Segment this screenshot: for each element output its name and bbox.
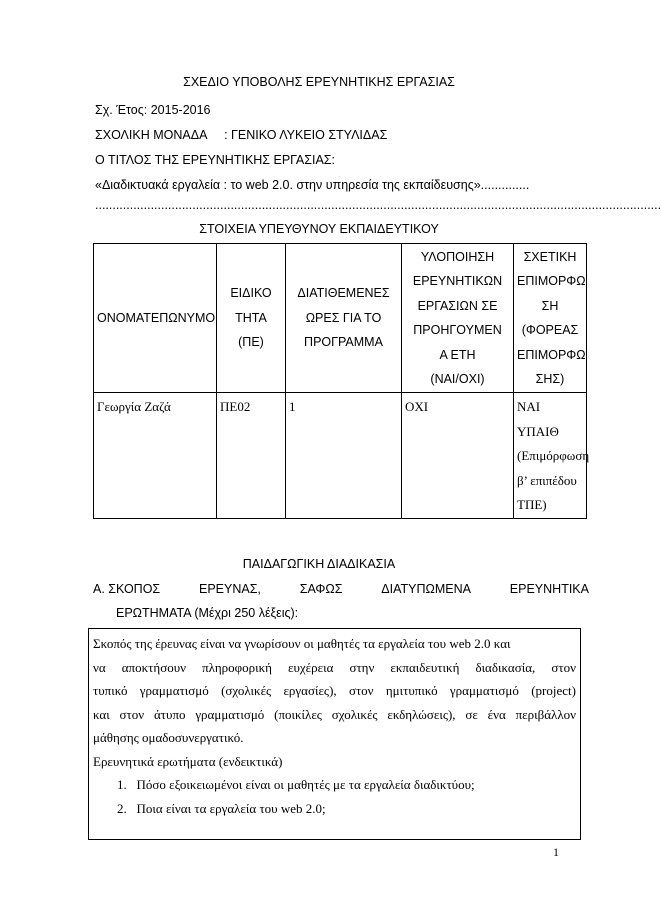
header-cell xyxy=(94,244,217,393)
cell-text: ΠΕ02 xyxy=(220,399,251,414)
teacher-section-title: ΣΤΟΙΧΕΙΑ ΥΠΕΥΘΥΝΟΥ ΕΚΠΑΙΔΕΥΤΙΚΟΥ xyxy=(199,222,439,236)
header-cell xyxy=(286,244,402,393)
word: (project) xyxy=(531,683,576,698)
header-cell xyxy=(514,244,587,393)
word: πληροφορική xyxy=(202,659,272,675)
cell-text: Γεωργία Ζαζά xyxy=(97,399,171,414)
cell-text: ΝΑΙ xyxy=(517,399,541,414)
section-a-heading xyxy=(93,582,589,596)
section-a-word: ΔΙΑΤΥΠΩΜΕΝΑ xyxy=(381,582,471,596)
word: διαδικασία, xyxy=(475,659,536,675)
word: στην xyxy=(349,659,375,675)
school-unit: ΣΧΟΛΙΚΗ ΜΟΝΑΔΑ : ΓΕΝΙΚΟ ΛΥΚΕΙΟ ΣΤΥΛΙΔΑΣ xyxy=(95,128,388,142)
word: στον xyxy=(119,706,145,722)
teacher-info-table xyxy=(93,243,590,519)
word: ένα xyxy=(487,706,506,722)
cell-text: ΤΗΤΑ xyxy=(235,310,267,325)
word: ημιτυπικό xyxy=(385,683,438,698)
cell-text: ΕΙΔΙΚΟ xyxy=(230,286,272,301)
word: άτυπο xyxy=(153,706,186,722)
cell-text: ΥΠΑΙΘ xyxy=(517,423,559,439)
table-row xyxy=(94,393,587,519)
cell-text: β’ επιπέδου xyxy=(517,472,577,488)
cell-text: ΣΧΕΤΙΚΗ xyxy=(523,249,577,264)
cell-text: (ΦΟΡΕΑΣ xyxy=(521,323,579,337)
word: εκπαιδευτική xyxy=(390,659,460,675)
word: σχολικές xyxy=(331,706,378,722)
cell-text: ΕΠΙΜΟΡΦΩ xyxy=(517,347,586,362)
paragraph-line: μάθησης ομαδοσυνεργατικό. xyxy=(93,730,244,745)
cell-text: 1 xyxy=(289,399,296,414)
cell-text: (ΠΕ) xyxy=(238,335,264,350)
cell-text: ΠΡΟΓΡΑΜΜΑ xyxy=(304,335,383,350)
school-year: Σχ. Έτος: 2015-2016 xyxy=(95,103,211,117)
section-a-word: ΕΡΕΥΝΗΤΙΚΑ xyxy=(509,582,589,596)
section-a-word: ΕΡΕΥΝΑΣ, xyxy=(198,582,261,596)
cell-text: ΕΡΓΑΣΙΩΝ ΣΕ xyxy=(417,298,498,313)
questions-label: Ερευνητικά ερωτήματα (ενδεικτικά) xyxy=(93,753,283,769)
cell-text: ΣΗΣ) xyxy=(535,372,565,386)
word: αποκτήσουν xyxy=(121,659,187,675)
cell-text: Α ΕΤΗ xyxy=(439,347,476,362)
cell-text: (ΝΑΙ/ΟΧΙ) xyxy=(430,372,485,386)
cell-text: ΕΠΙΜΟΡΦΩ xyxy=(517,274,586,288)
word: γραμματισμό xyxy=(449,683,519,698)
cell-text: ΩΡΕΣ ΓΙΑ ΤΟ xyxy=(305,310,382,325)
paragraph-line xyxy=(89,703,580,727)
paragraph-line: Σκοπός της έρευνας είναι να γνωρίσουν οι μαθητές τα εργαλεία του web 2.0 και xyxy=(93,636,511,651)
table-cell xyxy=(217,393,286,519)
word: εργασίες), xyxy=(283,683,337,698)
section-a-word: ΣΑΦΩΣ xyxy=(299,582,343,596)
word: στον xyxy=(551,659,576,675)
word: στον xyxy=(348,683,374,698)
paragraph-line xyxy=(89,679,580,703)
cell-text: ΠΡΟΗΓΟΥΜΕΝ xyxy=(413,323,502,337)
dotted-line: ................................................................................................................................................................... xyxy=(95,198,661,212)
word: τυπικό xyxy=(93,683,128,698)
pedagogy-title: ΠΑΙΔΑΓΩΓΙΚΗ ΔΙΑΔΙΚΑΣΙΑ xyxy=(242,557,396,571)
table-cell xyxy=(286,393,402,519)
page-title: ΣΧΕΔΙΟ ΥΠΟΒΟΛΗΣ ΕΡΕΥΝΗΤΙΚΗΣ ΕΡΓΑΣΙΑΣ xyxy=(183,75,455,89)
cell-text: ΟΧΙ xyxy=(405,399,429,414)
question-item: 1. Πόσο εξοικειωμένοι είναι οι μαθητές με τα εργαλεία διαδικτύου; xyxy=(117,777,475,792)
table-cell xyxy=(94,393,217,519)
project-title-label: Ο ΤΙΤΛΟΣ ΤΗΣ ΕΡΕΥΝΗΤΙΚΗΣ ΕΡΓΑΣΙΑΣ: xyxy=(95,153,335,167)
table-header-row xyxy=(94,244,587,393)
cell-text: ΥΛΟΠΟΙΗΣΗ xyxy=(420,249,495,264)
word: ευχέρεια xyxy=(288,659,334,675)
header-cell xyxy=(402,244,514,393)
cell-text: ΟΝΟΜΑΤΕΠΩΝΥΜΟ xyxy=(97,310,216,325)
table-cell xyxy=(514,393,590,519)
word: να xyxy=(93,659,106,675)
word: σε xyxy=(465,706,478,722)
table-cell xyxy=(402,393,514,519)
section-a-heading-line2: ΕΡΩΤΗΜΑΤΑ (Μέχρι 250 λέξεις): xyxy=(116,606,299,620)
paragraph-line xyxy=(89,656,580,680)
cell-text: ΤΠΕ) xyxy=(517,497,547,512)
project-title: «Διαδικτυακά εργαλεία : το web 2.0. στην υπηρεσία της εκπαίδευσης».............. xyxy=(95,178,530,192)
word: γραμματισμό xyxy=(195,706,265,722)
header-cell xyxy=(217,244,286,393)
word: (σχολικές xyxy=(221,683,272,698)
word: και xyxy=(93,706,110,722)
word: γραμματισμό xyxy=(139,683,209,698)
cell-text: ΔΙΑΤΙΘΕΜΕΝΕΣ xyxy=(297,286,390,301)
cell-text: ΣΗ xyxy=(541,298,559,313)
page-number: 1 xyxy=(553,845,559,859)
question-item: 2. Ποια είναι τα εργαλεία του web 2.0; xyxy=(117,800,326,816)
cell-text: (Επιμόρφωση xyxy=(517,448,590,463)
word: εκδηλώσεις), xyxy=(387,706,456,722)
research-purpose-box xyxy=(88,628,581,840)
cell-text: ΕΡΕΥΝΗΤΙΚΩΝ xyxy=(412,274,503,288)
word: περιβάλλον xyxy=(515,706,576,722)
section-a-word: Α. ΣΚΟΠΟΣ xyxy=(93,582,161,596)
word: (ποικίλες xyxy=(274,706,322,722)
